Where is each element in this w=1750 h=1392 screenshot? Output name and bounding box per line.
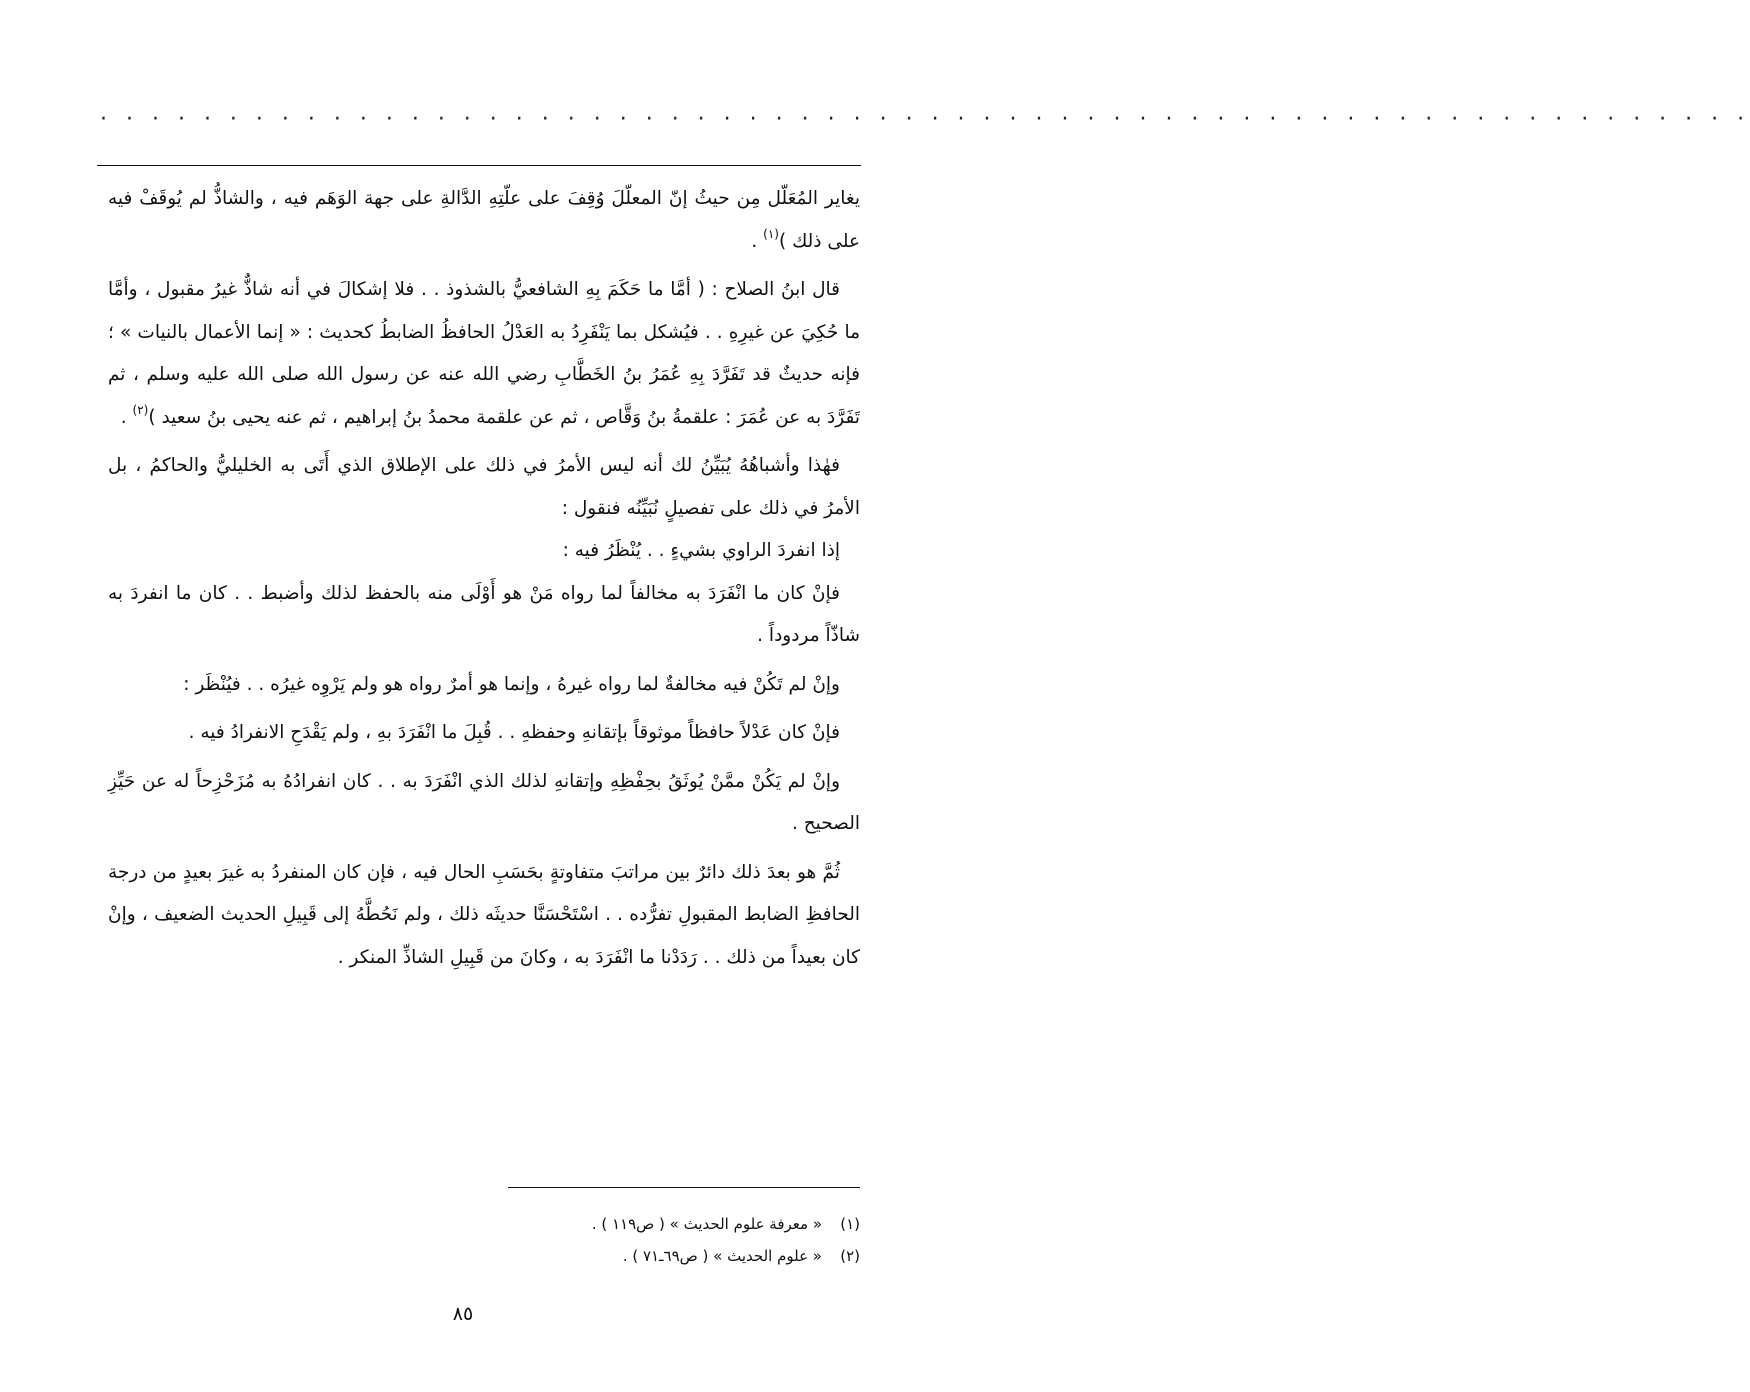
paragraph-1-end: . xyxy=(751,230,764,252)
paragraph-5: فإنْ كان ما انْفَرَدَ به مخالفاً لما رواه مَنْ هو أَوْلَى منه بالحفظ لذلك وأضبط . . كان ما انفردَ به شاذّاً مردوداً . xyxy=(108,582,860,646)
footnote-2-number: (٢) xyxy=(840,1247,860,1265)
footnote-ref-2[interactable]: (٢) xyxy=(132,402,149,417)
header-rule xyxy=(97,165,861,166)
footnote-2 xyxy=(300,1240,860,1272)
paragraph-2-text: قال ابنُ الصلاح : ( أمَّا ما حَكَمَ بِهِ الشافعيُّ بالشذوذ . . فلا إشكالَ في أنه شاذٌّ غيرُ مقبول ، وأمَّا ما حُكِيَ عن غيرِهِ . . فيُشكل بما يَنْفَرِدُ به العَدْلُ الحافظُ الضابطُ كحديث : « إنما الأعمال بالنيات » ؛ فإنه حديثٌ قد تَفَرَّدَ بِهِ عُمَرُ بنُ الخَطَّابِ رضي الله عنه عن رسول الله صلى الله عليه وسلم ، ثم تَفَرَّدَ به عن عُمَرَ : علقمةُ بنُ وَقَّاص ، ثم عن علقمة محمدُ بنُ إبراهيم ، ثم عنه يحيى بنُ سعيد ) xyxy=(108,279,860,428)
paragraph-8: وإنْ لم يَكُنْ ممَّنْ يُوثَقُ بحِفْظِهِ وإتقانهِ لذلك الذي انْفَرَدَ به . . كان انفرادُهُ به مُزَحْزِحاً له عن حَيِّزِ الصحيح . xyxy=(108,770,860,834)
paragraph-2 xyxy=(108,269,860,439)
main-text xyxy=(108,178,860,979)
footnote-ref-1[interactable]: (١) xyxy=(763,226,779,241)
paragraph-9: ثُمَّ هو بعدَ ذلك دائرٌ بين مراتبَ متفاوتةٍ بحَسَبِ الحال فيه ، فإن كان المنفردُ به غيرَ بعيدٍ من درجة الحافظِ الضابط المقبولِ تفرُّده . . اسْتَحْسَنَّا حديثَه ذلك ، ولم نَحُطَّهُ إلى قَبِيلِ الحديث الضعيف ، وإنْ كان بعيداً من ذلك . . رَدَدْنا ما انْفَرَدَ به ، وكانَ من قَبِيلِ الشاذِّ المنكر . xyxy=(108,861,860,968)
paragraph-2-end: . xyxy=(120,406,133,428)
footnote-1-text: « معرفة علوم الحديث » ( ص١١٩ ) . xyxy=(591,1215,822,1233)
footnote-1-number: (١) xyxy=(840,1215,860,1233)
footnote-2-text: « علوم الحديث » ( ص٦٩ـ٧١ ) . xyxy=(622,1247,822,1265)
paragraph-1-text: يغاير المُعَلّل مِن حيثُ إنّ المعلّلَ وُقِفَ على علّتِهِ الدَّالةِ على جهة الوَهَم فيه ، والشاذُّ لم يُوقَفْ فيه على ذلك ) xyxy=(108,188,860,252)
header-dotted-line: · · · · · · · · · · · · · · · · · · · · · · · · · · · · · · · · · · · · · · · · · · · · · · · · · · · · · · · · · · · · · · · · xyxy=(100,107,1750,132)
paragraph-4: إذا انفردَ الراوي بشيءٍ . . يُنْظَرُ فيه : xyxy=(562,540,840,561)
footnote-rule xyxy=(508,1187,860,1188)
paragraph-3: فهٰذا وأشباهُهُ يُبَيِّنُ لك أنه ليس الأمرُ في ذلك على الإطلاق الذي أَتَى به الخليليُّ والحاكمُ ، بل الأمرُ في ذلك على تفصيلٍ نُبَيِّنُه فنقول : xyxy=(108,455,860,519)
footnote-1 xyxy=(300,1208,860,1240)
paragraph-6: وإنْ لم تَكُنْ فيه مخالفةٌ لما رواه غيرهُ ، وإنما هو أمرٌ رواه هو ولم يَرْوِه غيرُه . . فيُنْظَر : xyxy=(183,673,840,695)
page-number: ٨٥ xyxy=(452,1303,474,1325)
paragraph-7: فإنْ كان عَدْلاً حافظاً موثوقاً بإتقانهِ وحفظهِ . . قُبِلَ ما انْفَرَدَ بهِ ، ولم يَقْدَحِ الانفرادُ فيه . xyxy=(188,722,840,743)
paragraph-1 xyxy=(108,178,860,263)
footnotes xyxy=(300,1208,860,1272)
